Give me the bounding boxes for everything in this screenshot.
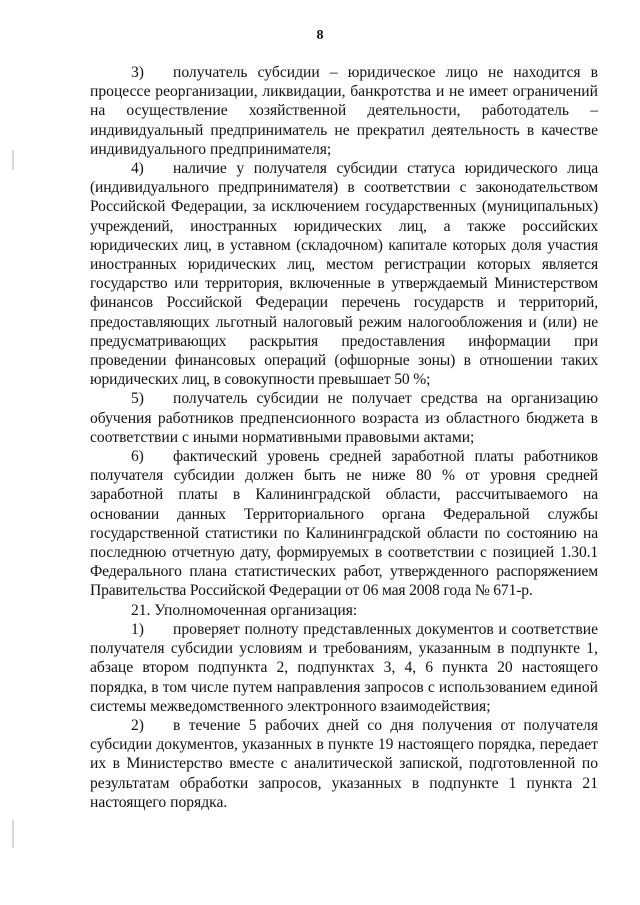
page-number: 8	[316, 28, 324, 43]
list-item-5	[90, 389, 598, 447]
item-text: получатель субсидии – юридическое лицо не находится в процессе реорганизации, ликвидации, банкротства и не имеет ограничений на осуществление хозяйственной деятельности, работодатель – индивидуальный предприниматель не прекратил деятельность в качестве индивидуального предпринимателя;	[90, 64, 598, 158]
scan-margin-mark	[12, 150, 14, 170]
section-21-heading: 21. Уполномоченная организация:	[131, 601, 358, 619]
item-number: 6)	[131, 448, 144, 466]
list-item-3	[90, 63, 598, 159]
item-text: наличие у получателя субсидии статуса юридического лица (индивидуального предпринимателя) в соответствии с законодательством Российской Федерации, за исключением государственных (муниципальных) учреждений, иностранных юридических лиц, а также российских юридических лиц, в уставном (складочном) капитале которых доля участия иностранных юридических лиц, местом регистрации которых является государство или территория, включенные в утверждаемый Министерством финансов Российской Федерации перечень государств и территорий, предоставляющих льготный налоговый режим налогообложения и (или) не предусматривающих раскрытия предоставления информации при проведении финансовых операций (офшорные зоны) в отношении таких юридических лиц, в совокупности превышает 50 %;	[90, 160, 598, 389]
item-text: в течение 5 рабочих дней со дня получения от получателя субсидии документов, указанных в пункте 19 настоящего порядка, передает их в Министерство вместе с аналитической запиской, подготовленной по результатам обработки запросов, указанных в подпункте 1 пункта 21 настоящего порядка.	[90, 716, 598, 811]
scan-margin-mark	[12, 820, 14, 848]
item-number: 2)	[131, 716, 144, 734]
list-item-6	[90, 447, 598, 601]
item-text: получатель субсидии не получает средства на организацию обучения работников предпенсионного возраста из областного бюджета в соответствии с иными нормативными правовыми актами;	[90, 390, 598, 446]
list-item-4	[90, 159, 598, 389]
item-number: 1)	[131, 620, 144, 638]
section-21-item-1	[90, 620, 598, 716]
item-text: фактический уровень средней заработной платы работников получателя субсидии должен быть не ниже 80 % от уровня средней заработной платы в Калининградской области, рассчитываемого на основании данных Территориального органа Федеральной службы государственной статистики по Калининградской области по состоянию на последнюю отчетную дату, формируемых в соответствии с позицией 1.30.1 Федерального плана статистических работ, утвержденного распоряжением Правительства Российской Федерации от 06 мая 2008 года № 671-р.	[90, 448, 598, 600]
item-number: 5)	[131, 390, 144, 408]
section-21-item-2	[90, 716, 598, 812]
item-text: проверяет полноту представленных документов и соответствие получателя субсидии условиям и требованиям, указанным в подпункте 1, абзаце втором подпункта 2, подпунктах 3, 4, 6 пункта 20 настоящего порядка, в том числе путем направления запросов с использованием единой системы межведомственного электронного взаимодействия;	[90, 620, 598, 715]
document-body	[90, 63, 598, 812]
item-number: 3)	[131, 64, 144, 81]
item-number: 4)	[131, 160, 144, 178]
